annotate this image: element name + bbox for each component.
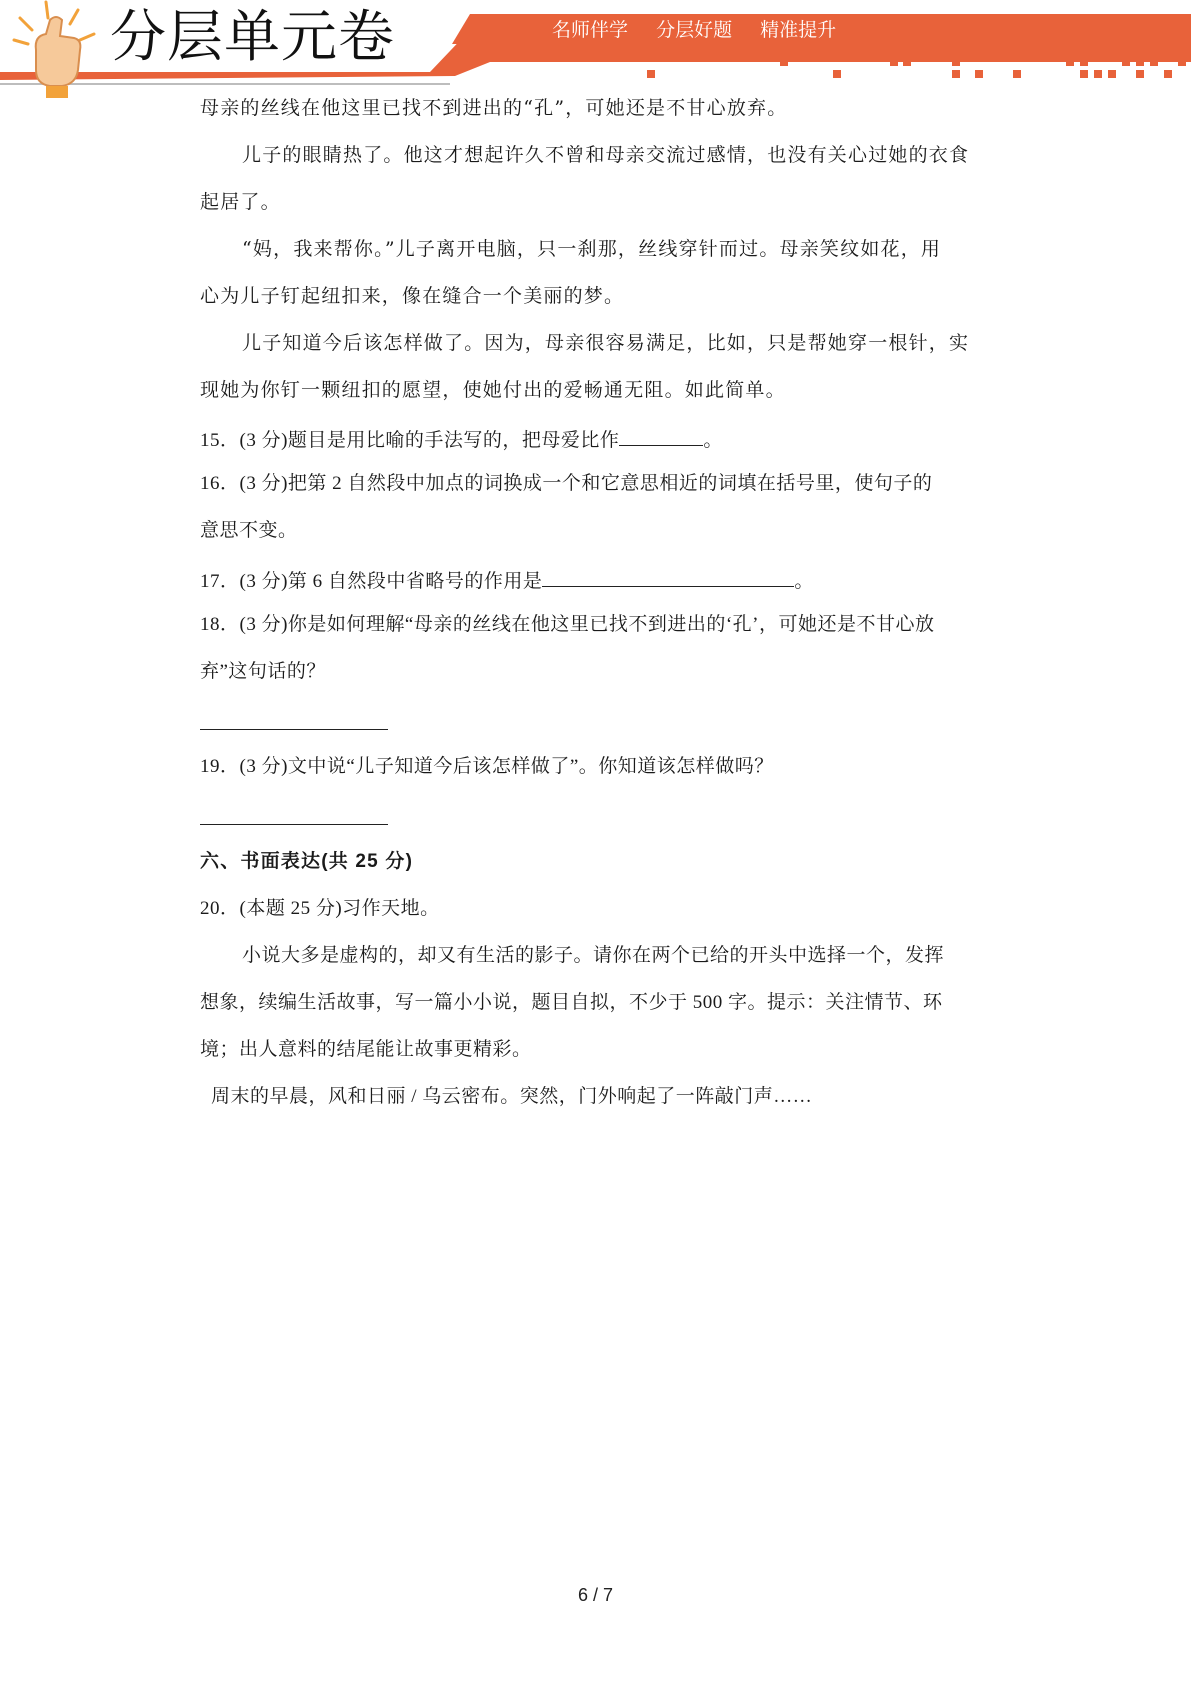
passage-line: 儿子知道今后该怎样做了。因为，母亲很容易满足，比如，只是帮她穿一根针，实	[242, 332, 970, 354]
passage-line: 现她为你钉一颗纽扣的愿望，使她付出的爱畅通无阻。如此简单。	[200, 379, 786, 401]
brand-title: 分层单元卷	[110, 5, 395, 70]
question-17	[200, 564, 1000, 592]
answer-line[interactable]	[200, 705, 388, 730]
question-20: 20．(本题 25 分)习作天地。	[200, 898, 440, 919]
page-content	[200, 94, 1000, 1130]
answer-blank[interactable]	[542, 564, 794, 587]
answer-blank[interactable]	[619, 423, 703, 446]
question-19: 19．(3 分)文中说“儿子知道今后该怎样做了”。你知道该怎样做吗？	[200, 756, 774, 777]
page-number: 6 / 7	[577, 1585, 614, 1605]
passage-line: “妈，我来帮你。”儿子离开电脑，只一刹那，丝线穿针而过。母亲笑纹如花，用	[242, 238, 942, 260]
passage-line: 起居了。	[200, 191, 281, 213]
question-16-line-1: 16．(3 分)把第 2 自然段中加点的词换成一个和它意思相近的词填在括号里，使句子的	[200, 473, 933, 494]
question-17-tail: 。	[794, 571, 814, 592]
question-16-line-2: 意思不变。	[200, 520, 298, 541]
question-15-tail: 。	[703, 430, 723, 451]
essay-prompt-line: 小说大多是虚构的，却又有生活的影子。请你在两个已给的开头中选择一个，发挥	[242, 945, 945, 966]
thumbs-up-hand-icon	[6, 0, 106, 100]
question-18-line-2: 弃”这句话的？	[200, 661, 326, 682]
question-17-text: 17．(3 分)第 6 自然段中省略号的作用是	[200, 571, 543, 592]
answer-line[interactable]	[200, 800, 388, 825]
page-header	[0, 0, 1191, 100]
slogan-3: 精准提升	[760, 19, 837, 41]
header-slogans	[552, 16, 858, 44]
essay-opening: 周末的早晨，风和日丽 / 乌云密布。突然，门外响起了一阵敲门声……	[211, 1086, 813, 1107]
passage-line: 儿子的眼睛热了。他这才想起许久不曾和母亲交流过感情，也没有关心过她的衣食	[242, 144, 970, 166]
slogan-2: 分层好题	[656, 19, 733, 41]
essay-prompt-line: 想象，续编生活故事，写一篇小小说，题目自拟，不少于 500 字。提示：关注情节、环	[200, 992, 943, 1013]
question-18-line-1: 18．(3 分)你是如何理解“母亲的丝线在他这里已找不到进出的‘孔’，可她还是不甘心放	[200, 614, 935, 635]
essay-prompt-line: 境；出人意料的结尾能让故事更精彩。	[200, 1039, 532, 1060]
slogan-1: 名师伴学	[552, 19, 629, 41]
question-15-text: 15．(3 分)题目是用比喻的手法写的，把母爱比作	[200, 430, 620, 451]
passage-line: 心为儿子钉起纽扣来，像在缝合一个美丽的梦。	[200, 285, 625, 307]
section-title: 六、书面表达(共 25 分)	[200, 851, 414, 872]
question-15	[200, 423, 1000, 451]
passage-line: 母亲的丝线在他这里已找不到进出的“孔”，可她还是不甘心放弃。	[200, 97, 788, 119]
